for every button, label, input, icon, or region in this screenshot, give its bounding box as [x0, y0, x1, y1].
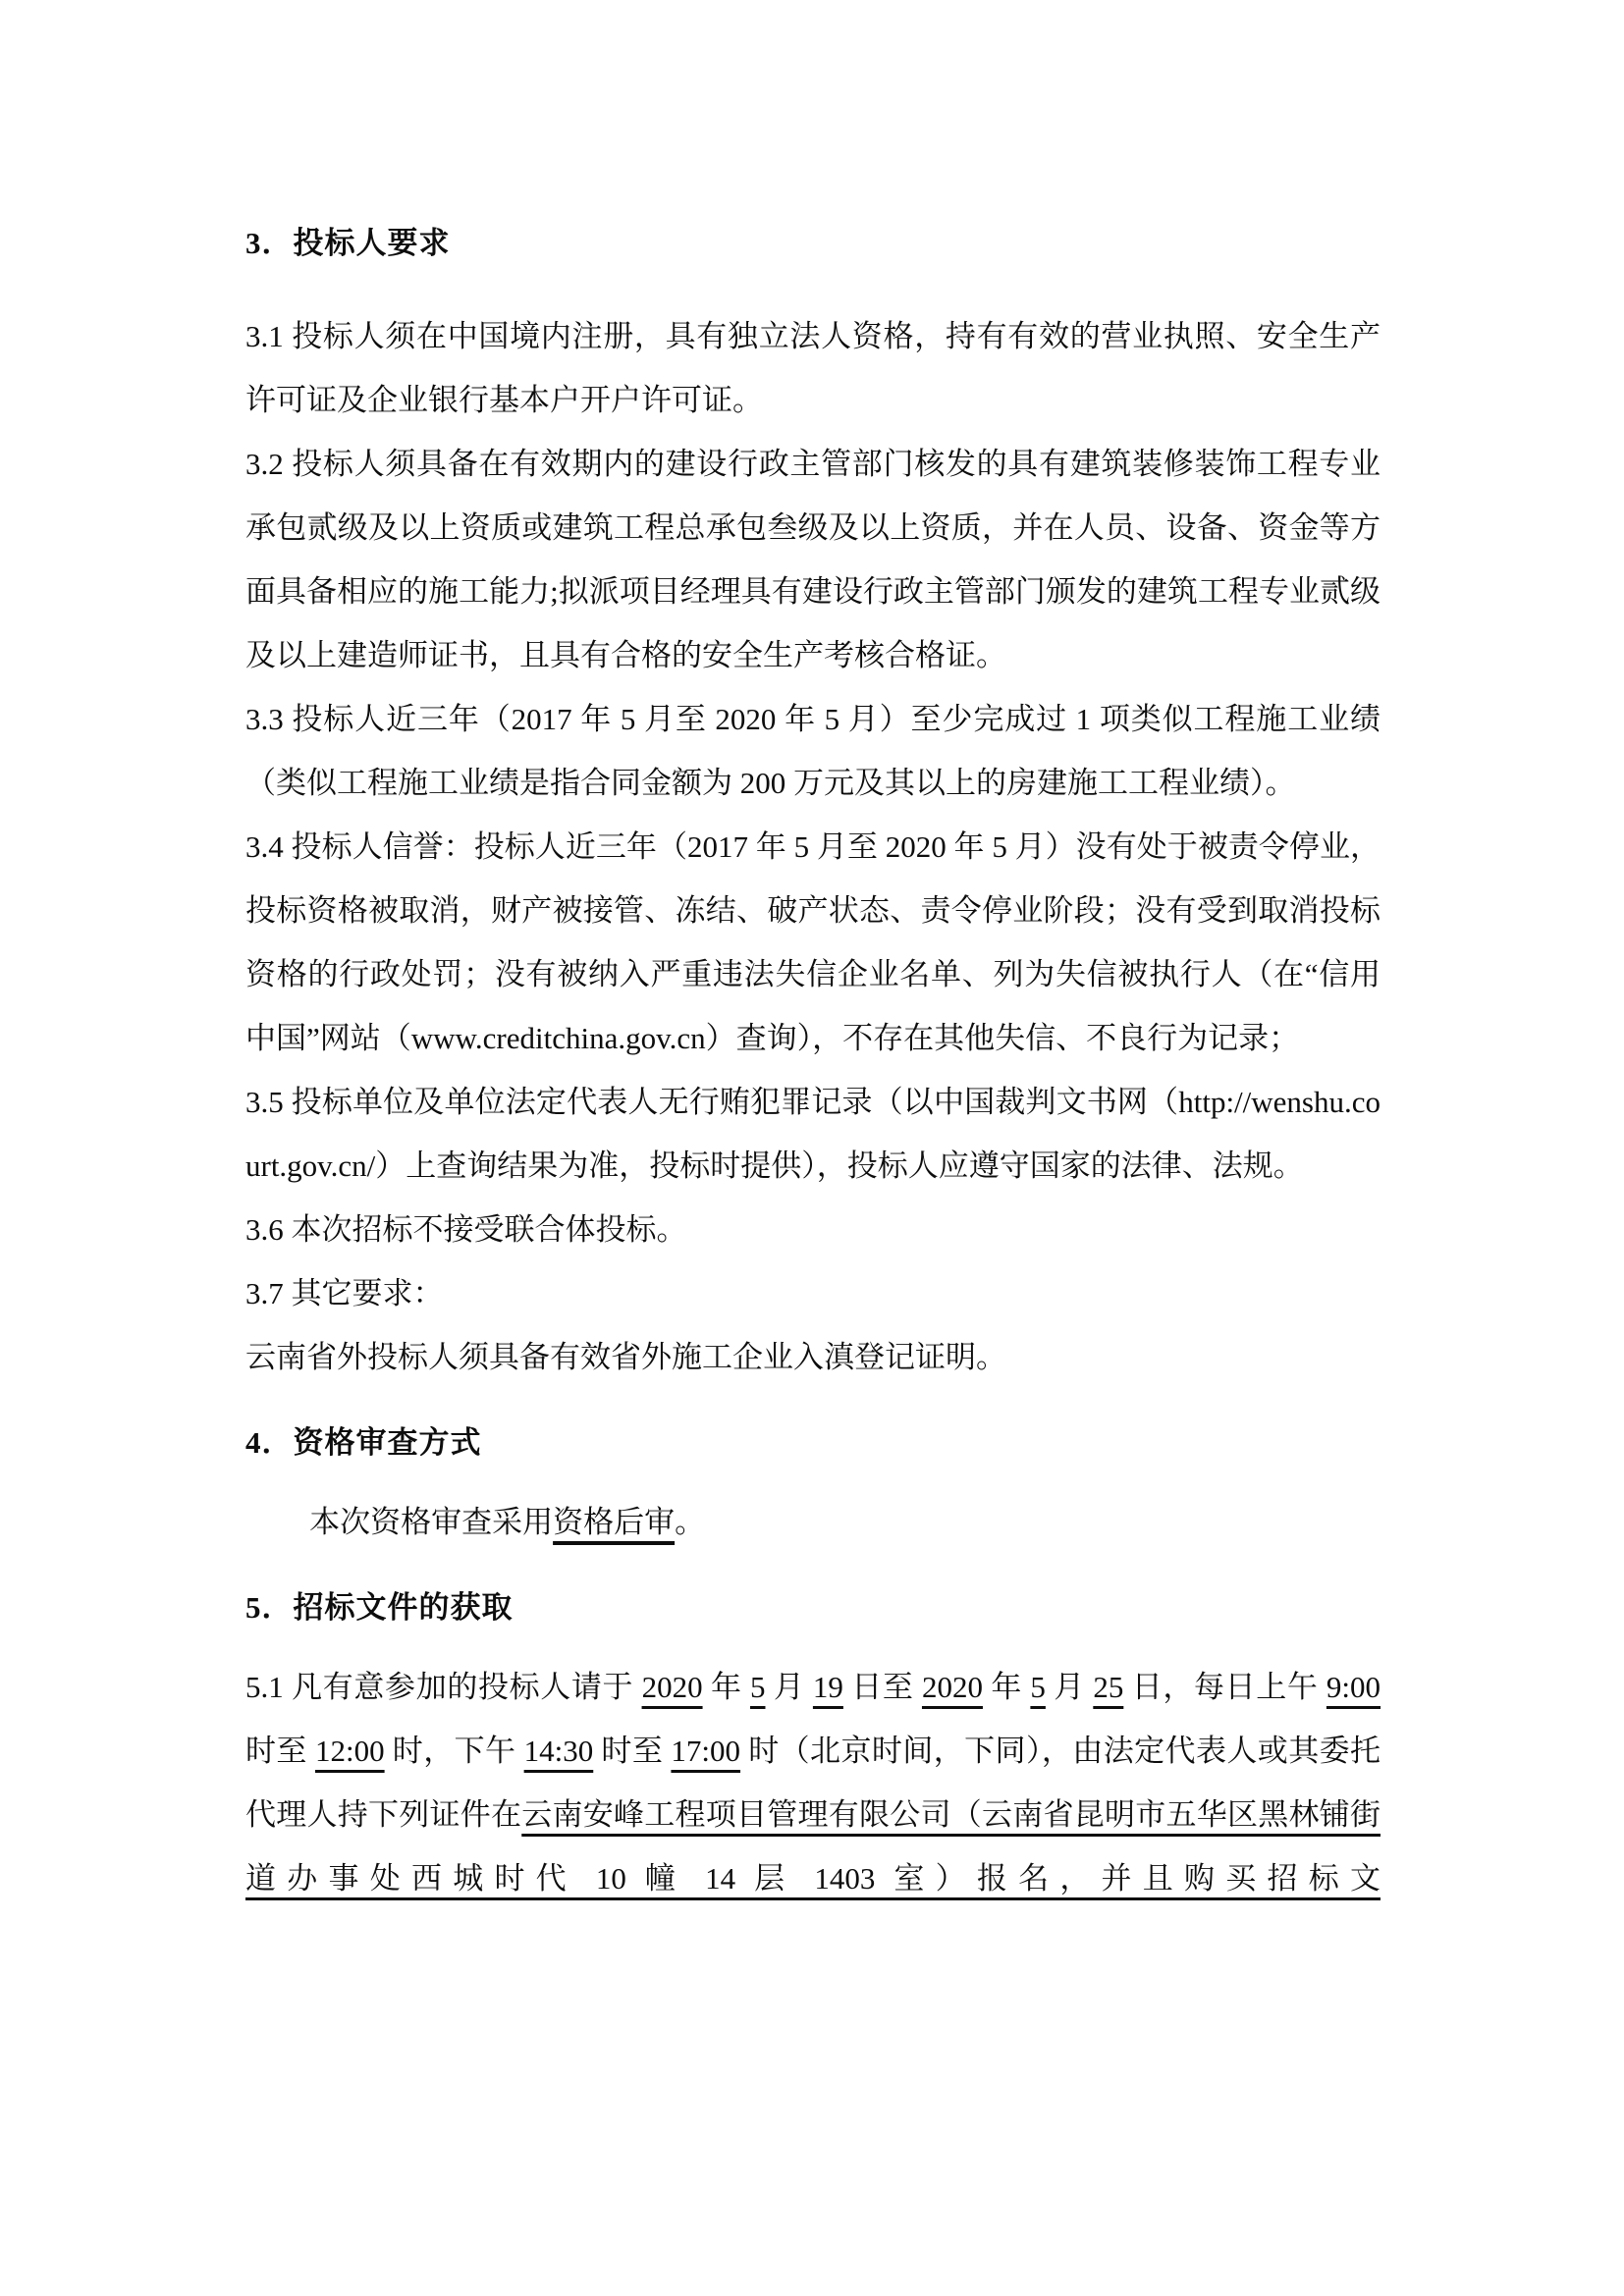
run-underlined-time: 17:00 [671, 1734, 741, 1768]
run-text: 本次资格审查采用 [309, 1505, 554, 1539]
run-underlined-time: 9:00 [1326, 1670, 1381, 1704]
paragraph-3-2: 3.2 投标人须具备在有效期内的建设行政主管部门核发的具有建筑装修装饰工程专业承包贰级及以上资质或建筑工程总承包叁级及以上资质，并在人员、设备、资金等方面具备相应的施工能力;拟派项目经理具有建设行政主管部门颁发的建筑工程专业贰级及以上建造师证书，且具有合格的安全生产考核合格证。 [245, 447, 1380, 672]
run-underlined-month: 5 [749, 1670, 766, 1704]
run-text: 时至 [245, 1734, 315, 1768]
paragraph-3-4: 3.4 投标人信誉：投标人近三年（2017 年 5 月至 2020 年 5 月）没有处于被责令停业，投标资格被取消，财产被接管、冻结、破产状态、责令停业阶段；没有受到取消投标资格的行政处罚；没有被纳入严重违法失信企业名单、列为失信被执行人（在“信用中国”网站（www.creditchina.gov.cn）查询），不存在其他失信、不良行为记录； [245, 829, 1380, 1055]
paragraph-3-5: 3.5 投标单位及单位法定代表人无行贿犯罪记录（以中国裁判文书网（http://wenshu.court.gov.cn/）上查询结果为准，投标时提供），投标人应遵守国家的法律、法规。 [245, 1085, 1380, 1183]
run-underlined-agency-address: 云南安峰工程项目管理有限公司（云南省昆明市五华区黑林铺街道办事处西城时代 10 幢 14 层 1403 室）报名，并且购买招标文 [245, 1797, 1380, 1896]
run-text: 年 [702, 1670, 750, 1704]
heading-qualification-review: 4．资格审查方式 [245, 1425, 482, 1460]
run-underlined-day: 19 [812, 1670, 843, 1704]
heading-bidder-requirements: 3．投标人要求 [245, 226, 451, 260]
run-text: 5.1 凡有意参加的投标人请于 [245, 1670, 642, 1704]
heading-obtain-documents: 5．招标文件的获取 [245, 1590, 514, 1625]
run-underlined-day: 25 [1093, 1670, 1124, 1704]
run-text: 月 [1045, 1670, 1094, 1704]
paragraph-3-7-other: 云南省外投标人须具备有效省外施工企业入滇登记证明。 [245, 1340, 1006, 1374]
run-underlined-post-qualification: 资格后审 [553, 1505, 676, 1539]
run-text: 月 [765, 1670, 813, 1704]
run-underlined-year: 2020 [641, 1670, 703, 1704]
paragraph-5-1 [245, 1655, 1380, 1910]
paragraph-3-1: 3.1 投标人须在中国境内注册，具有独立法人资格，持有有效的营业执照、安全生产许可证及企业银行基本户开户许可证。 [245, 319, 1380, 417]
run-text: 年 [982, 1670, 1031, 1704]
run-text: 。 [675, 1505, 706, 1539]
paragraph-qualification-method [245, 1490, 1380, 1554]
paragraph-3-3: 3.3 投标人近三年（2017 年 5 月至 2020 年 5 月）至少完成过 1 项类似工程施工业绩（类似工程施工业绩是指合同金额为 200 万元及其以上的房建施工工程业绩）。 [245, 702, 1380, 800]
run-text: 日至 [842, 1670, 922, 1704]
paragraph-3-6: 3.6 本次招标不接受联合体投标。 [245, 1212, 687, 1247]
run-text: 时，下午 [384, 1734, 524, 1768]
run-underlined-year: 2020 [921, 1670, 983, 1704]
run-text: 时至 [593, 1734, 672, 1768]
run-underlined-time: 14:30 [523, 1734, 594, 1768]
run-text: 日，每日上午 [1123, 1670, 1326, 1704]
run-underlined-month: 5 [1030, 1670, 1046, 1704]
run-underlined-time: 12:00 [315, 1734, 385, 1768]
run-text: 时（北京时间，下同），由法定代表人或其委托代理人持下列证件在 [245, 1734, 1381, 1832]
paragraph-3-7: 3.7 其它要求： [245, 1276, 444, 1310]
